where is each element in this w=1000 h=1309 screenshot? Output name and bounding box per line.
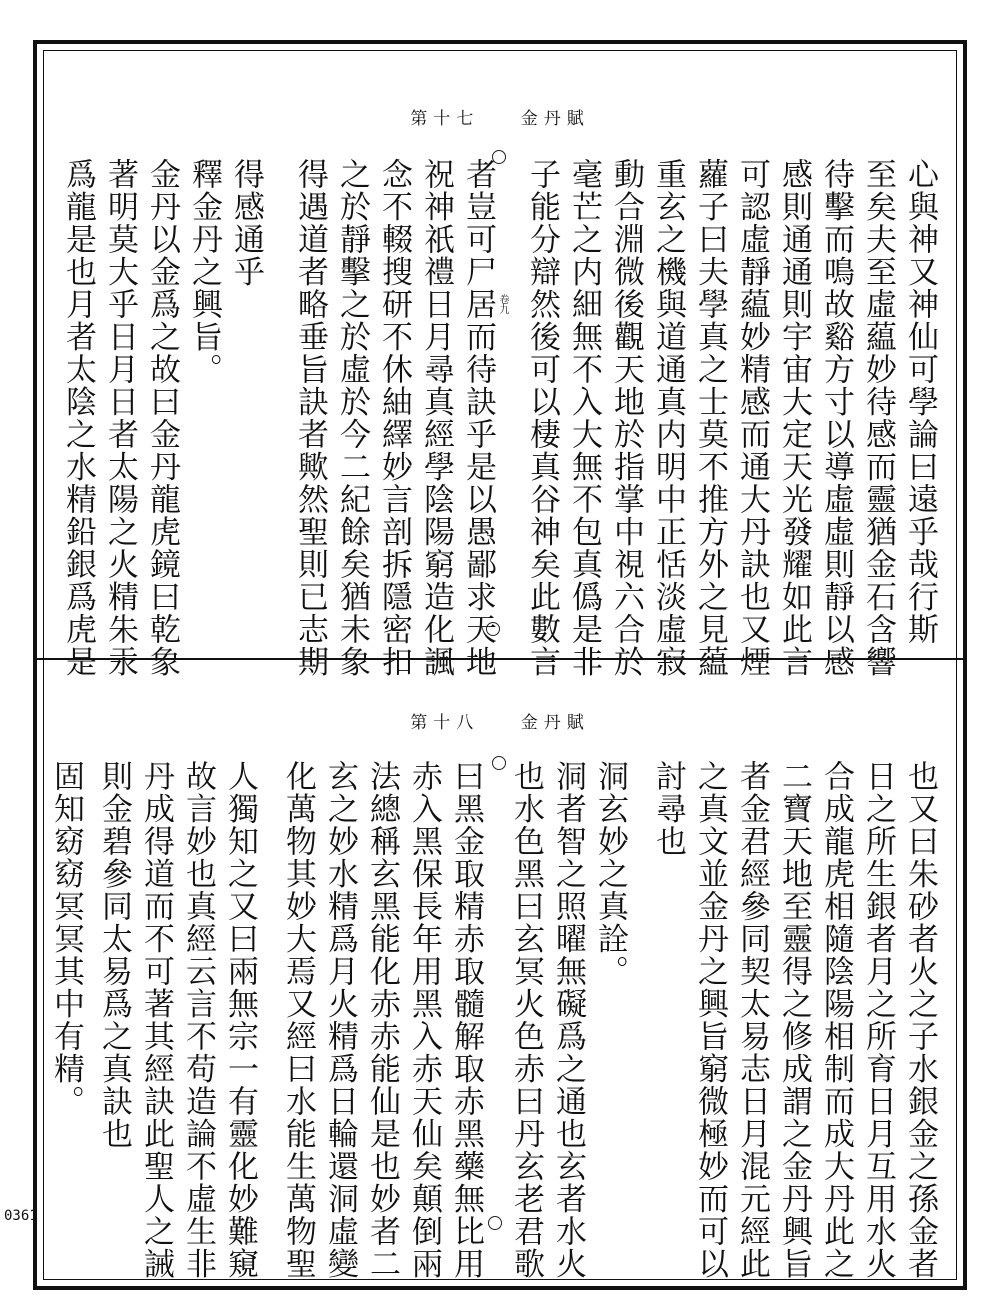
text-column: 者金君經參同契太易志日月混元經此 bbox=[734, 760, 770, 1280]
section-heading: 釋金丹之興旨。 bbox=[186, 158, 222, 386]
text-column: 重玄之機與道通真内明中正恬淡虛寂 bbox=[650, 158, 686, 678]
text-column: 化萬物其妙大焉又經曰水能生萬物聖 bbox=[280, 760, 316, 1280]
text-column: 赤入黑保長年用黑入赤天仙矣顛倒兩 bbox=[406, 760, 442, 1280]
text-column: 可認虛靜藴妙精感而通大丹訣也又煙 bbox=[734, 158, 770, 678]
text-column: 心與神又神仙可學論曰遠乎哉行斯 bbox=[902, 158, 938, 646]
text-column: 祝神祇禮日月尋真經學陰陽窮造化諷 bbox=[418, 158, 454, 678]
bottom-header-page: 第十八 bbox=[410, 713, 480, 733]
text-column: 念不輟搜研不休紬繹妙言剖拆隱密扣 bbox=[376, 158, 412, 678]
text-column: 爲龍是也月者太陰之水精鉛銀爲虎是 bbox=[60, 158, 96, 678]
text-column: 合成龍虎相隨陰陽相制而成大丹此之 bbox=[818, 760, 854, 1280]
text-column: 也又曰朱砂者火之子水銀金之孫金者 bbox=[902, 760, 938, 1280]
text-column: 動合淵微後觀天地於指掌中視六合於 bbox=[608, 158, 644, 678]
text-column: 至矣夫至虛藴妙待感而靈猶金石含響 bbox=[860, 158, 896, 678]
text-column: 二寶天地至靈得之修成謂之金丹興旨 bbox=[776, 760, 812, 1280]
top-header-page: 第十七 bbox=[410, 109, 480, 129]
top-panel bbox=[40, 48, 960, 678]
text-column: 子能分辯然後可以棲真谷神矣此數言 bbox=[524, 158, 560, 678]
page-number: 0361 bbox=[4, 1208, 38, 1224]
text-column: 曰黑金取精赤取髓解取赤黑藥無比用 bbox=[448, 760, 484, 1280]
text-column: 丹成得道而不可著其經訣此聖人之誡 bbox=[138, 760, 174, 1280]
text-column: 蘿子曰夫學真之士莫不推方外之見藴 bbox=[692, 158, 728, 678]
text-column: 日之所生銀者月之所育日月互用水火 bbox=[860, 760, 896, 1280]
volume-marker: 卷九 bbox=[497, 294, 508, 314]
section-heading: 固知窈窈冥冥其中有精。 bbox=[48, 760, 84, 1118]
bottom-circle-mark bbox=[492, 756, 506, 770]
bottom-circle-mark-2 bbox=[488, 1216, 502, 1230]
section-heading: 洞玄妙之真詮。 bbox=[592, 760, 628, 988]
section-heading: 得感通乎 bbox=[228, 158, 264, 288]
text-column: 毫芒之内細無不入大無不包真僞是非 bbox=[566, 158, 602, 678]
text-column: 感則通通則宇宙大定天光發耀如此言 bbox=[776, 158, 812, 678]
text-column: 者豈可尸居而待訣乎是以愚鄙求天地 bbox=[460, 158, 496, 678]
text-column: 之於靜擊之於虛於今二紀餘矣猶未象 bbox=[334, 158, 370, 678]
text-column: 則金碧參同太易爲之真訣也 bbox=[96, 760, 132, 1150]
top-header-title: 金丹賦 bbox=[520, 109, 590, 129]
text-column: 法總稱玄黑能化赤赤能仙是也妙者二 bbox=[364, 760, 400, 1280]
text-column: 金丹以金爲之故曰金丹龍虎鏡曰乾象 bbox=[144, 158, 180, 678]
text-column: 也水色黑曰玄冥火色赤曰丹玄老君歌 bbox=[508, 760, 544, 1280]
text-column: 玄之妙水精爲月火精爲日輪還洞虛變 bbox=[322, 760, 358, 1280]
text-column: 討尋也 bbox=[650, 760, 686, 858]
text-column: 待擊而鳴故谿方寸以導虛虛則靜以感 bbox=[818, 158, 854, 678]
text-column: 故言妙也真經云言不苟造論不虛生非 bbox=[180, 760, 216, 1280]
bottom-header bbox=[40, 708, 960, 733]
bottom-header-title: 金丹賦 bbox=[520, 713, 590, 733]
text-column: 得遇道者略垂旨訣者歟然聖則已志期 bbox=[292, 158, 328, 678]
top-header bbox=[40, 104, 960, 129]
bottom-panel bbox=[40, 662, 960, 1284]
text-column: 著明莫大乎日月日者太陽之火精朱汞 bbox=[102, 158, 138, 678]
text-column: 洞者智之照曜無礙爲之通也玄者水火 bbox=[550, 760, 586, 1280]
text-column: 人獨知之又曰兩無宗一有靈化妙難窺 bbox=[222, 760, 258, 1280]
text-column: 之真文並金丹之興旨窮微極妙而可以 bbox=[692, 760, 728, 1280]
